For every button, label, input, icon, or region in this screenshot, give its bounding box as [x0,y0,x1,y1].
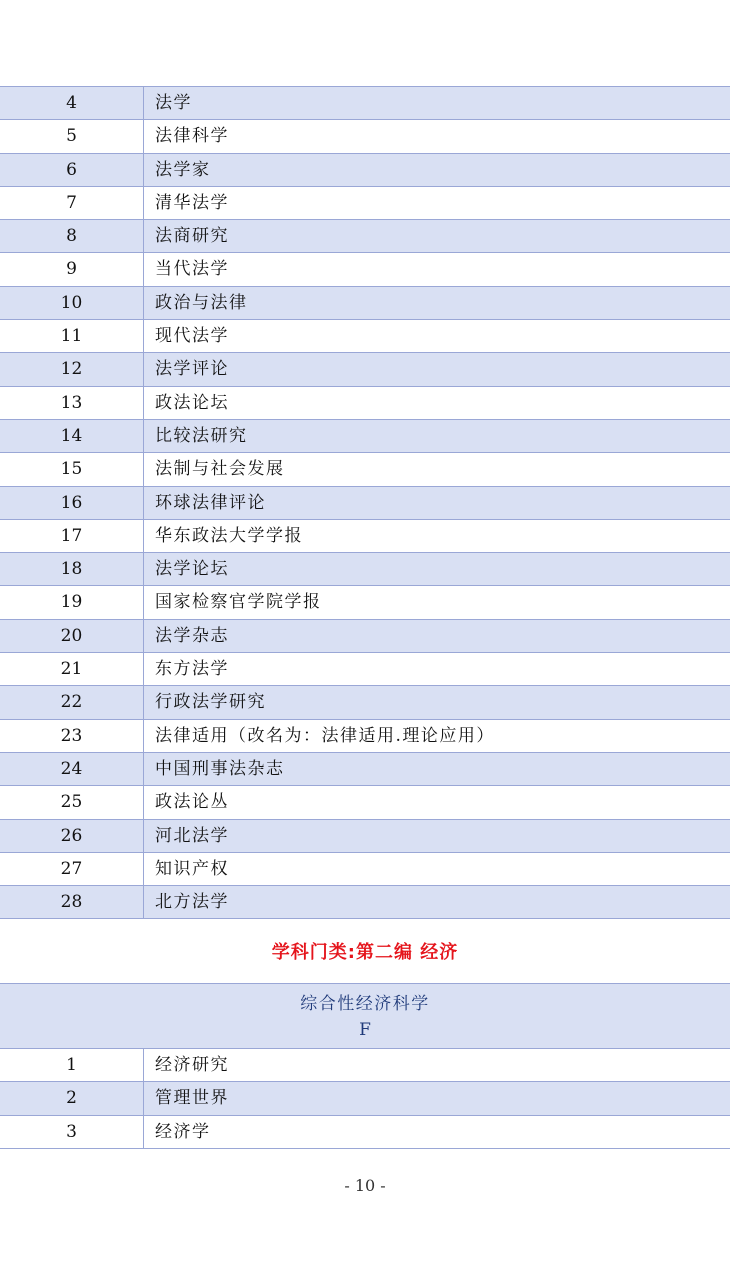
row-number: 20 [0,620,144,652]
row-number: 22 [0,686,144,718]
table-row [0,586,730,619]
row-number: 23 [0,720,144,752]
row-number: 19 [0,586,144,618]
journal-name: 法律科学 [155,126,229,147]
journal-name: 管理世界 [155,1088,229,1109]
journal-name: 北方法学 [155,892,229,913]
row-number: 28 [0,886,144,918]
table-row [0,187,730,220]
journal-name: 经济研究 [155,1055,229,1075]
journal-name: 知识产权 [155,858,229,879]
journal-name: 政治与法律 [155,292,248,313]
row-number: 6 [0,154,144,186]
row-number: 3 [0,1116,144,1148]
table-row [0,353,730,386]
row-number: 14 [0,420,144,452]
table-row [0,220,730,253]
row-number: 17 [0,520,144,552]
table-row [0,753,730,786]
row-number: 21 [0,653,144,685]
journal-name: 行政法学研究 [155,692,266,713]
journal-name: 现代法学 [155,326,229,347]
table-row [0,320,730,353]
journal-name: 国家检察官学院学报 [155,592,322,613]
table-row [0,720,730,753]
journal-name: 政法论坛 [155,392,229,413]
table-row [0,786,730,819]
page-number: - 10 - [344,1176,386,1195]
row-number: 18 [0,553,144,585]
row-number: 12 [0,353,144,385]
table-row [0,520,730,553]
table-row [0,487,730,520]
journal-name: 环球法律评论 [155,492,266,513]
row-number: 1 [0,1049,144,1081]
table-row [0,620,730,653]
journal-name: 当代法学 [155,259,229,280]
journal-name: 法律适用（改名为：法律适用.理论应用） [155,725,495,746]
row-number: 27 [0,853,144,885]
category-code: F [359,1020,371,1040]
journal-name: 河北法学 [155,825,229,846]
journal-name: 中国刑事法杂志 [155,758,285,779]
journal-name: 法学评论 [155,359,229,380]
table-row [0,1049,730,1082]
journal-name: 法商研究 [155,226,229,247]
journal-name: 法学 [155,93,192,113]
row-number: 7 [0,187,144,219]
row-number: 2 [0,1082,144,1114]
row-number: 25 [0,786,144,818]
journal-name: 东方法学 [155,659,229,680]
row-number: 16 [0,487,144,519]
table-row [0,287,730,320]
table-row [0,886,730,919]
table-row [0,1082,730,1115]
table-row [0,820,730,853]
section-title: 学科门类:第二编 经济 [271,942,459,963]
table-row [0,853,730,886]
table-row [0,387,730,420]
category-header [0,983,730,1049]
table-row [0,87,730,120]
journal-name: 法学杂志 [155,625,229,646]
table-row [0,453,730,486]
journal-name: 经济学 [155,1121,211,1142]
row-number: 10 [0,287,144,319]
table-row [0,653,730,686]
journal-name: 法学家 [155,159,211,180]
journal-name: 法学论坛 [155,559,229,580]
journal-table-law [0,86,730,919]
journal-name: 华东政法大学学报 [155,525,303,546]
row-number: 9 [0,253,144,285]
row-number: 24 [0,753,144,785]
row-number: 5 [0,120,144,152]
table-row [0,686,730,719]
table-row [0,420,730,453]
row-number: 4 [0,87,144,119]
row-number: 8 [0,220,144,252]
journal-table-economics [0,1049,730,1149]
row-number: 13 [0,387,144,419]
journal-name: 比较法研究 [155,425,248,446]
journal-name: 法制与社会发展 [155,459,285,480]
row-number: 15 [0,453,144,485]
row-number: 11 [0,320,144,352]
category-name: 综合性经济科学 [300,994,430,1014]
table-row [0,553,730,586]
journal-name: 政法论丛 [155,792,229,813]
table-row [0,154,730,187]
table-row [0,120,730,153]
journal-name: 清华法学 [155,192,229,213]
table-row [0,253,730,286]
table-row [0,1116,730,1149]
row-number: 26 [0,820,144,852]
